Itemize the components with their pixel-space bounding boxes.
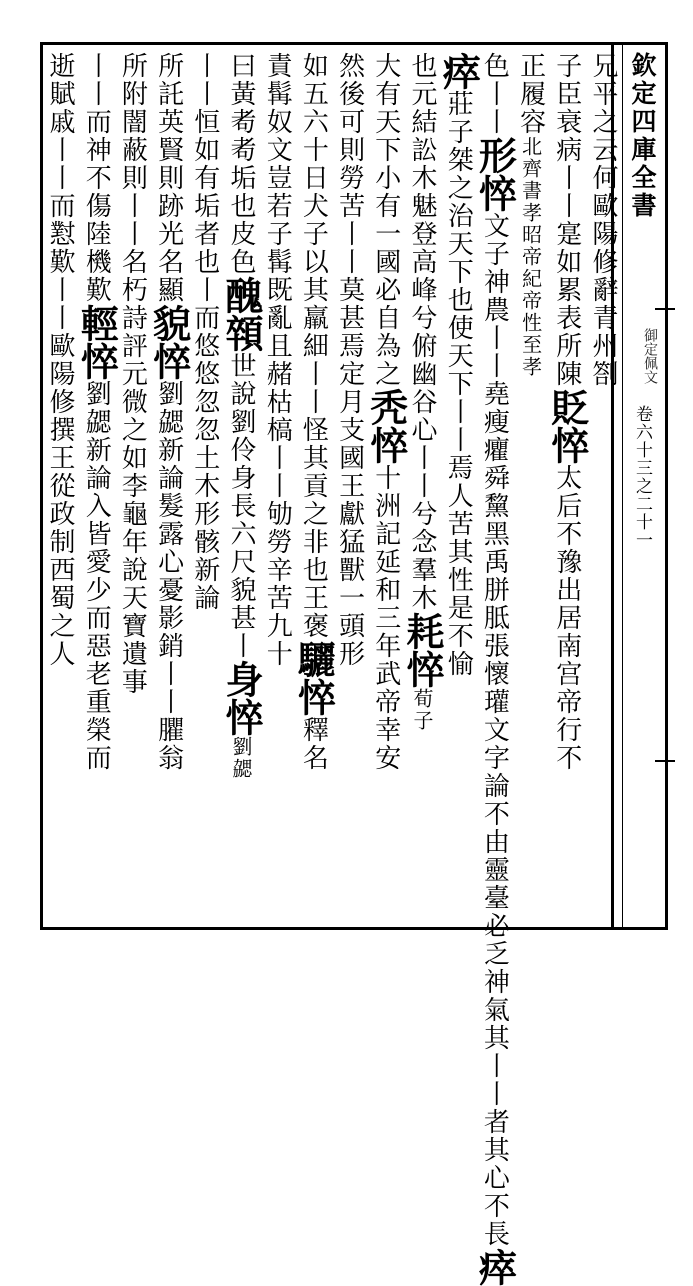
entry-heading: 耗 bbox=[400, 612, 445, 650]
body-text: 丨丨而神不傷陸機歎 bbox=[81, 52, 112, 304]
margin-tick bbox=[655, 308, 675, 310]
body-text: 釋名 bbox=[298, 716, 329, 772]
source-note: 北齊書孝昭帝紀帝性至孝 bbox=[518, 136, 543, 378]
text-column bbox=[472, 52, 518, 1286]
body-text: 正履容 bbox=[515, 52, 546, 136]
body-text: 定月支國王獻猛獸一頭形 bbox=[334, 360, 365, 668]
text-column bbox=[511, 52, 551, 378]
text-column bbox=[257, 52, 297, 668]
text-column bbox=[583, 52, 623, 388]
text-column bbox=[291, 52, 337, 772]
volume-label: 卷六十三之二十一 bbox=[632, 405, 652, 549]
body-text: 劉勰新論入皆愛少而惡老重榮而 bbox=[81, 380, 112, 772]
entry-heading: 悴 bbox=[544, 426, 590, 464]
body-text: 丨丨歐陽修撰王從政制西蜀之人 bbox=[45, 276, 75, 668]
entry-heading: 悴 bbox=[74, 342, 120, 380]
text-column bbox=[544, 52, 590, 772]
body-text: 世說劉伶身長六尺貌甚丨 bbox=[226, 352, 256, 660]
text-column bbox=[363, 52, 409, 772]
entry-heading: 悴 bbox=[291, 678, 337, 716]
margin-tick bbox=[655, 760, 675, 762]
body-text: 兄平之云何歐陽修辭青州劄 bbox=[588, 52, 618, 388]
body-text: 責髯奴文豈若子髯既亂且赭枯槁丨丨劬勞辛苦 bbox=[262, 52, 293, 612]
body-text: 文子神農丨丨堯瘦癯舜黧黑禹胼胝張懷瓘文 bbox=[479, 212, 510, 744]
body-text: 丨而悠悠忽忽土木形骸 bbox=[189, 276, 220, 556]
body-text: 如五六十日犬子以其羸細丨丨怪其貢之非也王褒 bbox=[298, 52, 329, 640]
body-text: 丨丨恒如有垢者也 bbox=[189, 52, 220, 276]
body-text: 所託英賢則跡光名顯 bbox=[153, 52, 184, 304]
body-text: 字論不由靈臺必乏神氣其丨丨者其心不長 bbox=[479, 744, 510, 1248]
text-column bbox=[40, 52, 80, 668]
entry-heading: 悴 bbox=[146, 342, 192, 380]
body-text: 大有天下小有一國必自為之 bbox=[370, 52, 401, 388]
body-text: 九十 bbox=[262, 612, 293, 668]
body-text: 所附闇蔽則丨丨名朽 bbox=[117, 52, 148, 304]
text-column bbox=[146, 52, 192, 772]
entry-heading: 悴 bbox=[219, 698, 264, 736]
text-column bbox=[74, 52, 120, 772]
body-text: 十洲記延和三年武帝幸安 bbox=[370, 464, 401, 772]
body-text: 然後可則勞苦丨丨莫甚焉 bbox=[334, 52, 365, 360]
entry-heading: 悴 bbox=[472, 174, 518, 212]
entry-heading: 秃 bbox=[363, 388, 409, 426]
body-text: 逝賦戚丨丨而懟歎 bbox=[45, 52, 75, 276]
entry-heading: 醜 bbox=[219, 276, 264, 314]
entry-heading: 驪 bbox=[291, 640, 337, 678]
book-title-fragment: 御定佩文 bbox=[642, 328, 658, 384]
entry-heading: 瘁 bbox=[472, 1248, 518, 1286]
body-text: 也元結訟木魅登高峰兮俯幽谷心丨丨兮念羣木 bbox=[407, 52, 437, 612]
source-note: 荀子 bbox=[410, 688, 434, 732]
entry-heading: 瘁 bbox=[436, 52, 482, 90]
body-text: 色丨丨 bbox=[479, 52, 510, 136]
body-text: 曰黃耇耇垢也皮色 bbox=[226, 52, 256, 276]
body-text: 太后不豫出居南宫帝行不 bbox=[551, 464, 582, 772]
text-column bbox=[436, 52, 482, 678]
entry-heading: 貌 bbox=[146, 304, 192, 342]
entry-heading: 悴 bbox=[400, 650, 445, 688]
body-text: 劉勰新論髮露心憂影銷丨丨臞翁 bbox=[153, 380, 184, 772]
text-column bbox=[330, 52, 370, 668]
entry-heading: 貶 bbox=[544, 388, 590, 426]
entry-heading: 顇 bbox=[219, 314, 264, 352]
entry-heading: 身 bbox=[219, 660, 264, 698]
body-text: 莊子桀之治天下也使天下丨丨焉人苦其性是不愉 bbox=[443, 90, 474, 678]
body-text: 子臣衰病丨丨寔如累表所陳 bbox=[551, 52, 582, 388]
body-text: 詩評元微之如李龜年說天寶遺事 bbox=[117, 304, 148, 696]
entry-heading: 輕 bbox=[74, 304, 120, 342]
book-title: 欽定四庫全書 bbox=[628, 52, 657, 220]
entry-heading: 形 bbox=[472, 136, 518, 174]
body-text: 新論 bbox=[189, 556, 220, 612]
entry-heading: 悴 bbox=[363, 426, 409, 464]
text-column bbox=[219, 52, 264, 780]
source-note: 劉勰 bbox=[229, 736, 253, 780]
